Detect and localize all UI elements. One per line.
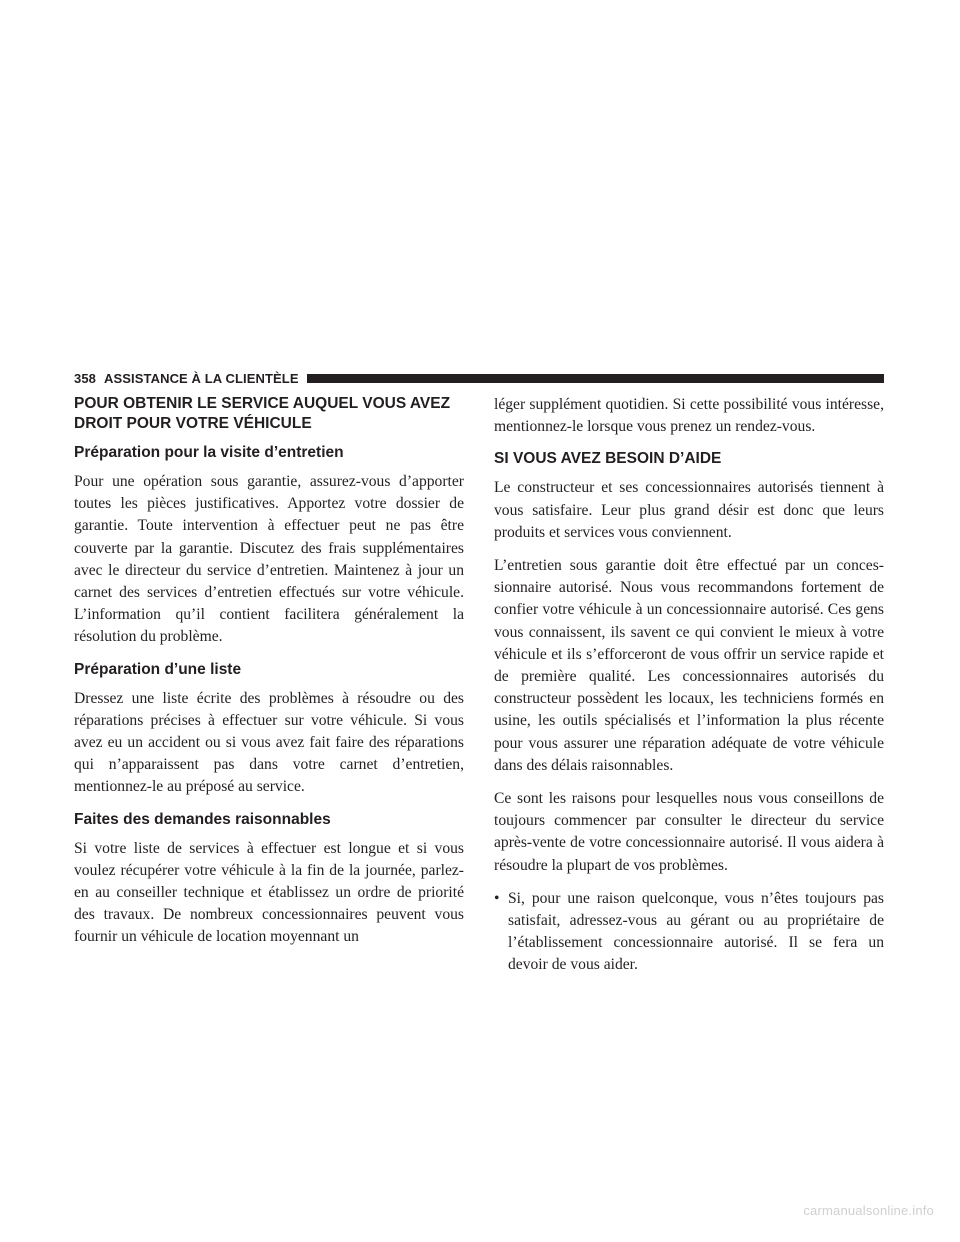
bullet-text: Si, pour une raison quelconque, vous n’êtes toujours pas satisfait, adressez-vous au gérant ou au propriétaire de l’établissement concessionnaire autorisé. Il se fera un devoir de vous aider. <box>508 889 884 974</box>
bullet-icon: • <box>494 889 500 907</box>
paragraph-visit-prep: Pour une opération sous garantie, assurez-vous d’apporter toutes les pièces justificatives. Apportez votre dossier de garantie. Toute intervention à effectuer peut ne pas être couverte par la garantie. Discutez des frais supplémentaires avec le directeur du service d’entretien. Maintenez à jour un carnet des services d’entretien effectués sur votre véhicule. L’information qu’il contient facilitera généralement la résolution du problème. <box>74 473 464 646</box>
section-title: ASSISTANCE À LA CLIENTÈLE <box>104 370 299 386</box>
help-bullet-list <box>494 888 884 977</box>
page-number: 358 <box>74 370 96 386</box>
subheading-reasonable-requests: Faites des demandes raisonnables <box>74 810 331 828</box>
paragraph-reasonable-requests: Si votre liste de services à effectuer est longue et si vous voulez récupérer votre véhicule à la fin de la journée, parlez-en au conseiller technique et établissez un ordre de priorité des travaux. De nombreux concessionnaires peuvent vous fournir un véhicule de location moyennant un <box>74 839 464 946</box>
paragraph-continuation: léger supplément quotidien. Si cette possibilité vous intéresse, mentionnez-le lorsque vous prenez un rendez-vous. <box>494 396 884 436</box>
paragraph-help-3: Ce sont les raisons pour lesquelles nous vous conseillons de toujours commencer par consulter le directeur du service après-vente de votre concessionnaire autorisé. Il vous aidera à résoudre la plupart de vos problèmes. <box>494 790 884 874</box>
main-heading <box>74 394 464 434</box>
left-column <box>74 394 464 960</box>
right-column <box>494 394 884 977</box>
main-heading-line1: POUR OBTENIR LE SERVICE AUQUEL VOUS AVEZ <box>74 395 451 412</box>
subheading-need-help: SI VOUS AVEZ BESOIN D’AIDE <box>494 450 722 468</box>
paragraph-help-1: Le constructeur et ses concessionnaires autorisés tiennent à vous satisfaire. Leur plus grand désir est donc que leurs produits et services vous conviennent. <box>494 479 884 541</box>
paragraph-help-2: L’entretien sous garantie doit être effectué par un concessionnaire autorisé. Nous vous recommandons fortement de confier votre véhicule à un concessionnaire autorisé. Ces gens vous connaissent, ils savent ce qui convient le mieux à votre véhicule et ils s’efforceront de vous offrir un service rapide et de première qualité. Les concessionnaires autorisés du constructeur possèdent les locaux, les techniciens formés en usine, les outils spécialisés et l’information la plus récente pour vous assurer une réparation adéquate de votre véhicule dans des délais raisonnables. <box>494 557 884 774</box>
page-header <box>74 368 884 388</box>
subheading-visit-prep: Préparation pour la visite d’entretien <box>74 444 344 461</box>
subheading-list-prep: Préparation d’une liste <box>74 660 242 678</box>
header-rule <box>307 374 884 383</box>
list-item <box>494 888 884 977</box>
main-heading-line2: DROIT POUR VOTRE VÉHICULE <box>74 415 312 432</box>
paragraph-list-prep: Dressez une liste écrite des problèmes à résoudre ou des réparations précises à effectuer sur votre véhicule. Si vous avez eu un accident ou si vous avez fait faire des réparations qui n’apparaissent pas dans votre carnet d’entretien, mentionnez-le au préposé au service. <box>74 689 464 796</box>
watermark: carmanualsonline.info <box>803 1203 934 1218</box>
